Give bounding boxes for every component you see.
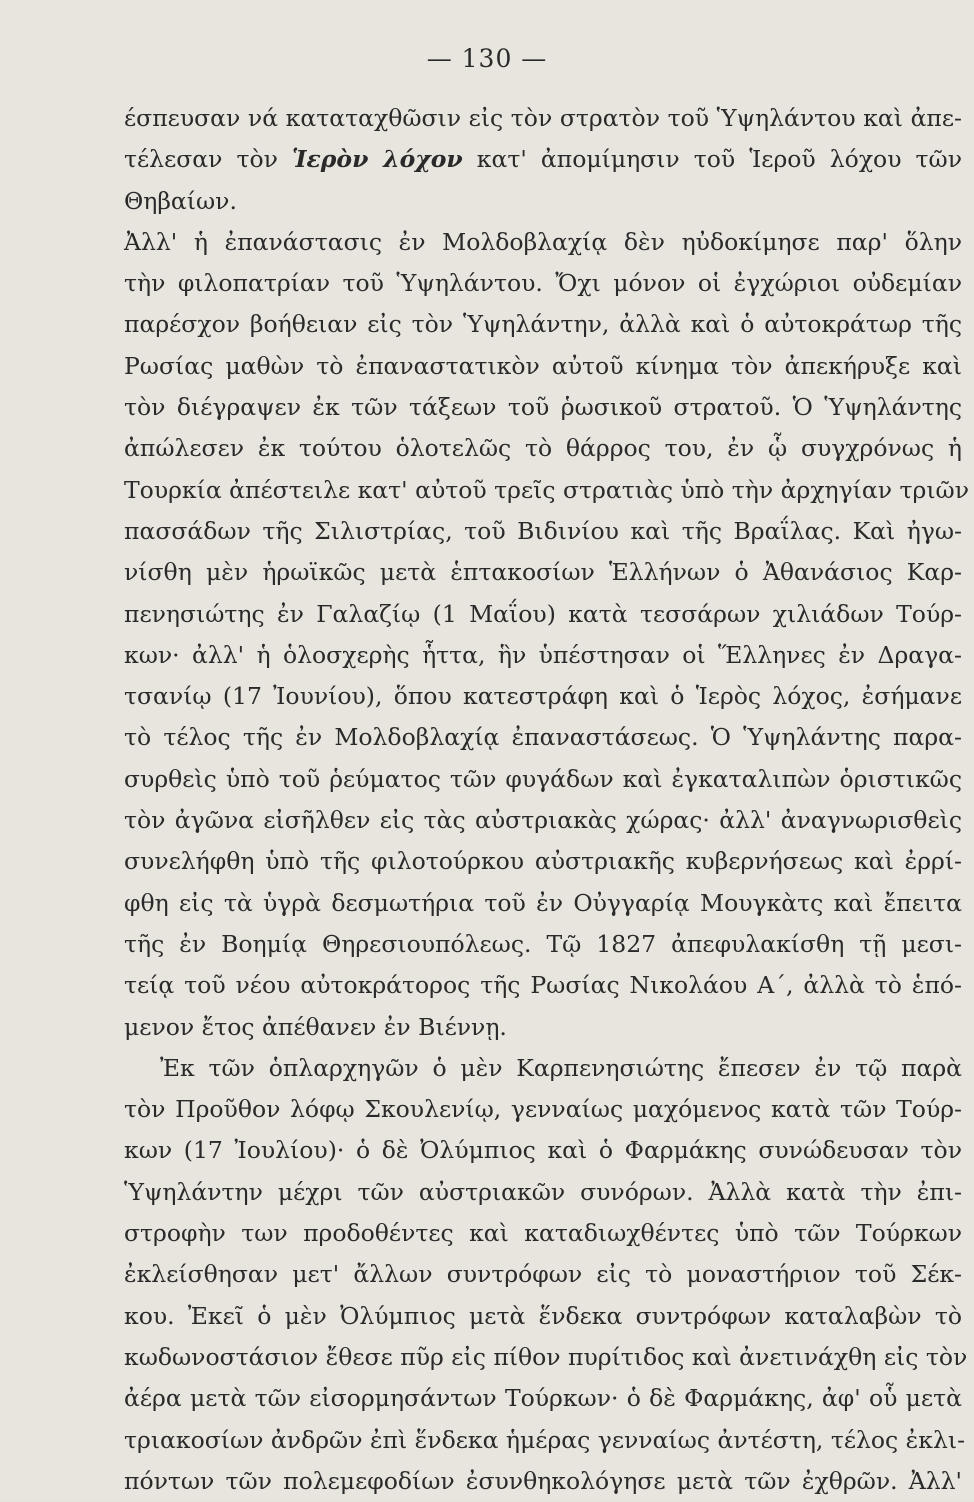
text-line: μενον ἔτος ἀπέθανεν ἐν Βιέννῃ. [124,1012,507,1041]
text-line: Τουρκία ἀπέστειλε κατ' αὐτοῦ τρεῖς στρατιὰς ὑπὸ τὴν ἀρχηγίαν τριῶν [124,475,970,504]
text-line: κων (17 Ἰουλίου)· ὁ δὲ Ὀλύμπιος καὶ ὁ Φαρμάκης συνώδευσαν τὸν [124,1136,962,1165]
text-line: κων· ἀλλ' ἡ ὁλοσχερὴς ἧττα, ἣν ὑπέστησαν οἱ Ἕλληνες ἐν Δραγα- [124,640,962,669]
text-segment: κατ' ἀπομίμησιν τοῦ Ἱεροῦ λόχου τῶν [462,145,962,174]
text-line: Θηβαίων. [124,186,237,215]
text-line: νίσθη μὲν ἡρωϊκῶς μετὰ ἑπτακοσίων Ἑλλήνων ὁ Ἀθανάσιος Καρ- [124,558,962,587]
body-text [124,98,970,1502]
text-line: ἐκλείσθησαν μετ' ἄλλων συντρόφων εἰς τὸ μοναστήριον τοῦ Σέκ- [124,1260,962,1289]
text-line: τὸν Προῦθον λόφῳ Σκουλενίῳ, γενναίως μαχόμενος κατὰ τῶν Τούρ- [124,1095,962,1124]
text-line: Ὑψηλάντην μέχρι τῶν αὐστριακῶν συνόρων. Ἀλλὰ κατὰ τὴν ἐπι- [124,1177,962,1206]
text-line: ἀέρα μετὰ τῶν εἰσορμησάντων Τούρκων· ὁ δὲ Φαρμάκης, ἀφ' οὗ μετὰ [124,1384,962,1413]
text-line: φθη εἰς τὰ ὑγρὰ δεσμωτήρια τοῦ ἐν Οὐγγαρίᾳ Μουγκὰτς καὶ ἔπειτα [124,888,962,917]
text-line: τὸ τέλος τῆς ἐν Μολδοβλαχίᾳ ἐπαναστάσεως. Ὁ Ὑψηλάντης παρα- [124,723,962,752]
text-line: Ρωσίας μαθὼν τὸ ἐπαναστατικὸν αὐτοῦ κίνημα τὸν ἀπεκήρυξε καὶ [124,351,962,380]
page-number: — 130 — [426,44,548,73]
text-line: Ἐκ τῶν ὁπλαρχηγῶν ὁ μὲν Καρπενησιώτης ἔπεσεν ἐν τῷ παρὰ [160,1053,962,1082]
text-line: τῆς ἐν Βοημίᾳ Θηρεσιουπόλεως. Τῷ 1827 ἀπεφυλακίσθη τῇ μεσι- [124,929,962,958]
text-line: συνελήφθη ὑπὸ τῆς φιλοτούρκου αὐστριακῆς κυβερνήσεως καὶ ἐρρί- [124,847,962,876]
text-line: συρθεὶς ὑπὸ τοῦ ῥεύματος τῶν φυγάδων καὶ ἐγκαταλιπὼν ὁριστικῶς [124,764,962,793]
text-line [124,139,962,180]
text-line: κωδωνοστάσιον ἔθεσε πῦρ εἰς πίθον πυρίτιδος καὶ ἀνετινάχθη εἰς τὸν [124,1342,968,1371]
text-line: τὸν ἀγῶνα εἰσῆλθεν εἰς τὰς αὐστριακὰς χώρας· ἀλλ' ἀναγνωρισθεὶς [124,806,962,835]
text-line: Ἀλλ' ἡ ἐπανάστασις ἐν Μολδοβλαχίᾳ δὲν ηὐδοκίμησε παρ' ὅλην [124,227,962,256]
text-segment: τέλεσαν τὸν [124,145,292,174]
text-line: ἀπώλεσεν ἐκ τούτου ὁλοτελῶς τὸ θάρρος του, ἐν ᾧ συγχρόνως ἡ [124,434,962,463]
text-line: τσανίῳ (17 Ἰουνίου), ὅπου κατεστράφη καὶ ὁ Ἱερὸς λόχος, ἐσήμανε [124,682,962,711]
text-line: έσπευσαν νά καταταχθῶσιν εἰς τὸν στρατὸν τοῦ Ὑψηλάντου καὶ ἀπε- [124,104,962,132]
text-line: τριακοσίων ἀνδρῶν ἐπὶ ἕνδεκα ἡμέρας γενναίως ἀντέστη, τέλος ἐκλι- [124,1425,966,1454]
text-line: τὴν φιλοπατρίαν τοῦ Ὑψηλάντου. Ὄχι μόνον οἱ ἐγχώριοι οὐδεμίαν [124,269,962,298]
text-line: κου. Ἐκεῖ ὁ μὲν Ὀλύμπιος μετὰ ἕνδεκα συντρόφων καταλαβὼν τὸ [124,1301,962,1330]
text-line: τὸν διέγραψεν ἐκ τῶν τάξεων τοῦ ῥωσικοῦ στρατοῦ. Ὁ Ὑψηλάντης [124,393,962,422]
text-line: πενησιώτης ἐν Γαλαζίῳ (1 Μαΐου) κατὰ τεσσάρων χιλιάδων Τούρ- [124,599,962,628]
text-line: στροφὴν των προδοθέντες καὶ καταδιωχθέντες ὑπὸ τῶν Τούρκων [124,1219,962,1248]
text-line: παρέσχον βοήθειαν εἰς τὸν Ὑψηλάντην, ἀλλὰ καὶ ὁ αὐτοκράτωρ τῆς [124,310,962,339]
text-line: πόντων τῶν πολεμεφοδίων ἐσυνθηκολόγησε μετὰ τῶν ἐχθρῶν. Ἀλλ' [124,1466,962,1495]
emphasized-title: Ἱερὸν λόχον [291,145,463,174]
text-line: τείᾳ τοῦ νέου αὐτοκράτορος τῆς Ρωσίας Νικολάου Α΄, ἀλλὰ τὸ ἑπό- [124,971,962,1000]
text-line: πασσάδων τῆς Σιλιστρίας, τοῦ Βιδινίου καὶ τῆς Βραΐλας. Καὶ ἠγω- [124,516,962,545]
